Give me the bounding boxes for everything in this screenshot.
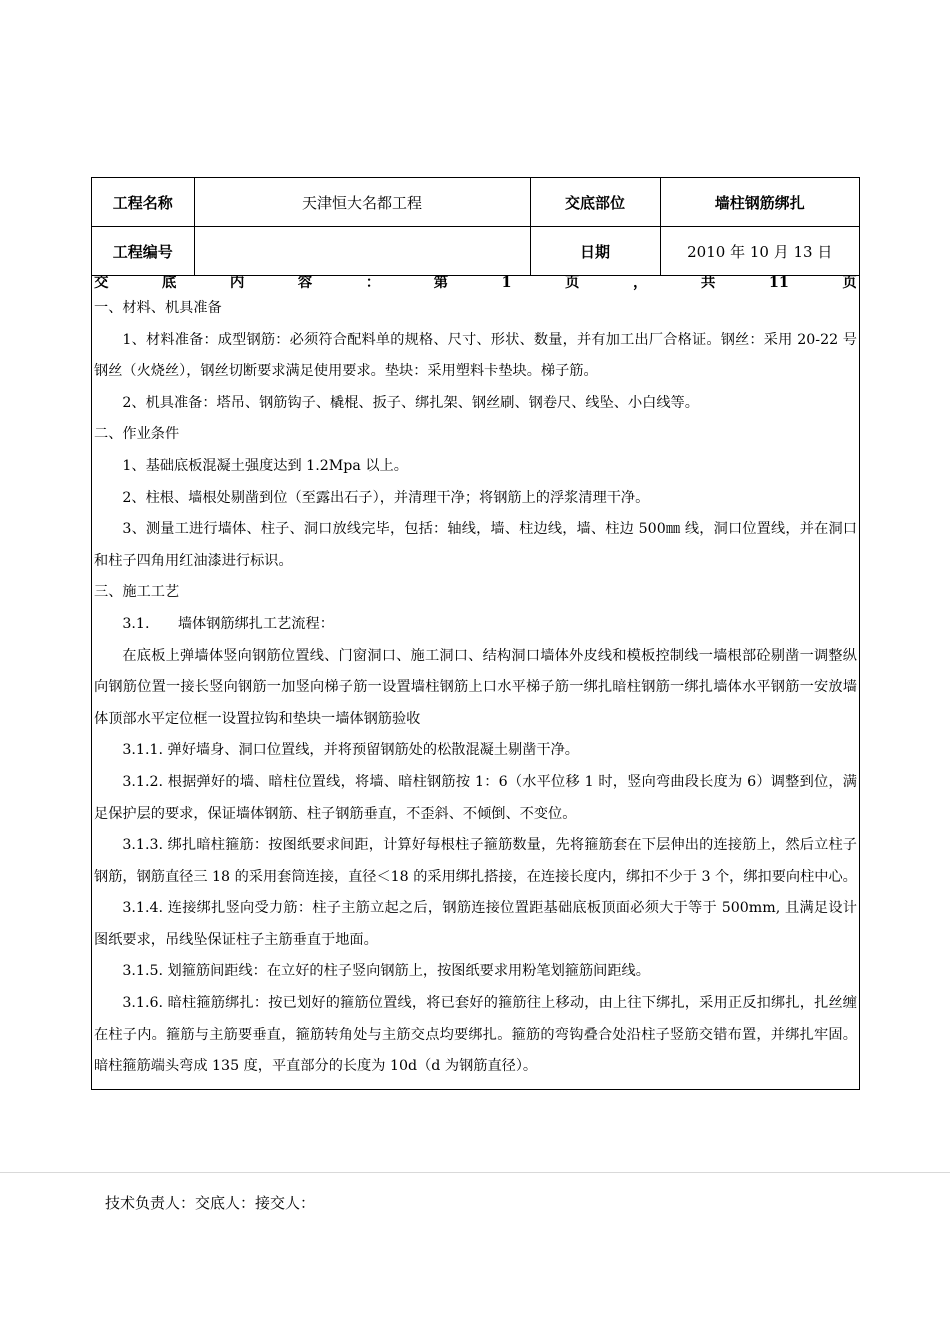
page-divider xyxy=(0,1172,950,1173)
header-row-2 xyxy=(92,227,859,276)
section-3-1-4: 3.1.4. 连接绑扎竖向受力筋：柱子主筋立起之后，钢筋连接位置距基础底板顶面必须大于等于 500mm, 且满足设计图纸要求，吊线坠保证柱子主筋垂直于地面。 xyxy=(94,900,857,948)
project-no-value xyxy=(194,227,530,276)
disclosure-sheet xyxy=(91,177,860,1090)
page-char: 底 xyxy=(161,275,177,291)
location-value: 墙柱钢筋绑扎 xyxy=(660,178,859,227)
page-char: 第 xyxy=(433,275,449,291)
section-3-1-5: 3.1.5. 划箍筋间距线：在立好的柱子竖向钢筋上，按图纸要求用粉笔划箍筋间距线。 xyxy=(122,963,650,980)
page-indicator xyxy=(94,275,857,293)
project-name-value: 天津恒大名都工程 xyxy=(194,178,530,227)
section-1-para-2: 2、机具准备：塔吊、钢筋钩子、橇棍、扳子、绑扎架、钢丝刷、钢卷尺、线坠、小白线等。 xyxy=(122,394,699,411)
date-value: 2010 年 10 月 13 日 xyxy=(660,227,859,276)
page-char: 容 xyxy=(297,275,313,291)
content-box xyxy=(92,275,859,1090)
date-label: 日期 xyxy=(530,227,660,276)
header-row-1 xyxy=(92,178,859,227)
section-2-para-2: 2、柱根、墙根处剔凿到位（至露出石子），并清理干净；将钢筋上的浮浆清理干净。 xyxy=(122,489,650,506)
header-table xyxy=(92,178,859,276)
page-char: ， xyxy=(632,275,648,291)
section-3-1-title: 3.1. 墙体钢筋绑扎工艺流程： xyxy=(122,615,334,632)
project-name-label: 工程名称 xyxy=(92,178,194,227)
section-1-para-1: 1、材料准备：成型钢筋：必须符合配料单的规格、尺寸、形状、数量，并有加工出厂合格证。钢丝：采用 20-22 号钢丝（火烧丝），钢丝切断要求满足使用要求。垫块：采用塑料卡垫块。梯子筋。 xyxy=(94,331,857,380)
section-2-para-3: 3、测量工进行墙体、柱子、洞口放线完毕，包括：轴线，墙、柱边线，墙、柱边 500㎜ 线，洞口位置线，并在洞口和柱子四角用红油漆进行标识。 xyxy=(94,521,857,569)
page-char: 页 xyxy=(565,275,580,291)
section-2-para-1: 1、基础底板混凝土强度达到 1.2Mpa 以上。 xyxy=(122,457,408,474)
section-3-1-flow: 在底板上弹墙体竖向钢筋位置线、门窗洞口、施工洞口、结构洞口墙体外皮线和模板控制线一墙根部砼剔凿一调整纵向钢筋位置一接长竖向钢筋一加竖向梯子筋一设置墙柱钢筋上口水平梯子筋一绑扎暗柱钢筋一绑扎墙体水平钢筋一安放墙体顶部水平定位框一设置拉钩和垫块一墙体钢筋验收 xyxy=(94,647,857,727)
section-3-title: 三、施工工艺 xyxy=(94,584,180,601)
section-3-1-6: 3.1.6. 暗柱箍筋绑扎：按已划好的箍筋位置线，将已套好的箍筋往上移动，由上往下绑扎，采用正反扣绑扎，扎丝缠在柱子内。箍筋与主筋要垂直，箍筋转角处与主筋交点均要绑扎。箍筋的弯钩叠合处沿柱子竖筋交错布置，并绑扎牢固。暗柱箍筋端头弯成 135 度，平直部分的长度为 10d（d 为钢筋直径）。 xyxy=(94,995,857,1075)
page-total: 11 xyxy=(768,275,789,291)
page-char: 共 xyxy=(700,275,716,291)
page-char: 页 xyxy=(842,275,857,291)
location-label: 交底部位 xyxy=(530,178,660,227)
section-3-1-2: 3.1.2. 根据弹好的墙、暗柱位置线，将墙、暗柱钢筋按 1：6（水平位移 1 时，竖向弯曲段长度为 6）调整到位，满足保护层的要求，保证墙体钢筋、柱子钢筋垂直，不歪斜、不倾倒、不变位。 xyxy=(94,773,857,822)
section-3-1-1: 3.1.1. 弹好墙身、洞口位置线，并将预留钢筋处的松散混凝土剔凿干净。 xyxy=(122,742,579,759)
section-3-1-3: 3.1.3. 绑扎暗柱箍筋：按图纸要求间距，计算好每根柱子箍筋数量，先将箍筋套在下层伸出的连接筋上，然后立柱子钢筋，钢筋直径三 18 的采用套筒连接，直径＜18 的采用绑扎搭接，在连接长度内，绑扣不少于 3 个，绑扣要向柱中心。 xyxy=(94,837,857,885)
signature-line: 技术负责人：交底人：接交人： xyxy=(105,1194,316,1212)
project-no-label: 工程编号 xyxy=(92,227,194,276)
page-char: 交 xyxy=(94,275,109,291)
page-char: ： xyxy=(365,275,381,291)
section-2-title: 二、作业条件 xyxy=(94,426,180,443)
page-number: 1 xyxy=(501,275,512,291)
page-char: 内 xyxy=(229,275,245,291)
section-1-title: 一、材料、机具准备 xyxy=(94,300,222,316)
